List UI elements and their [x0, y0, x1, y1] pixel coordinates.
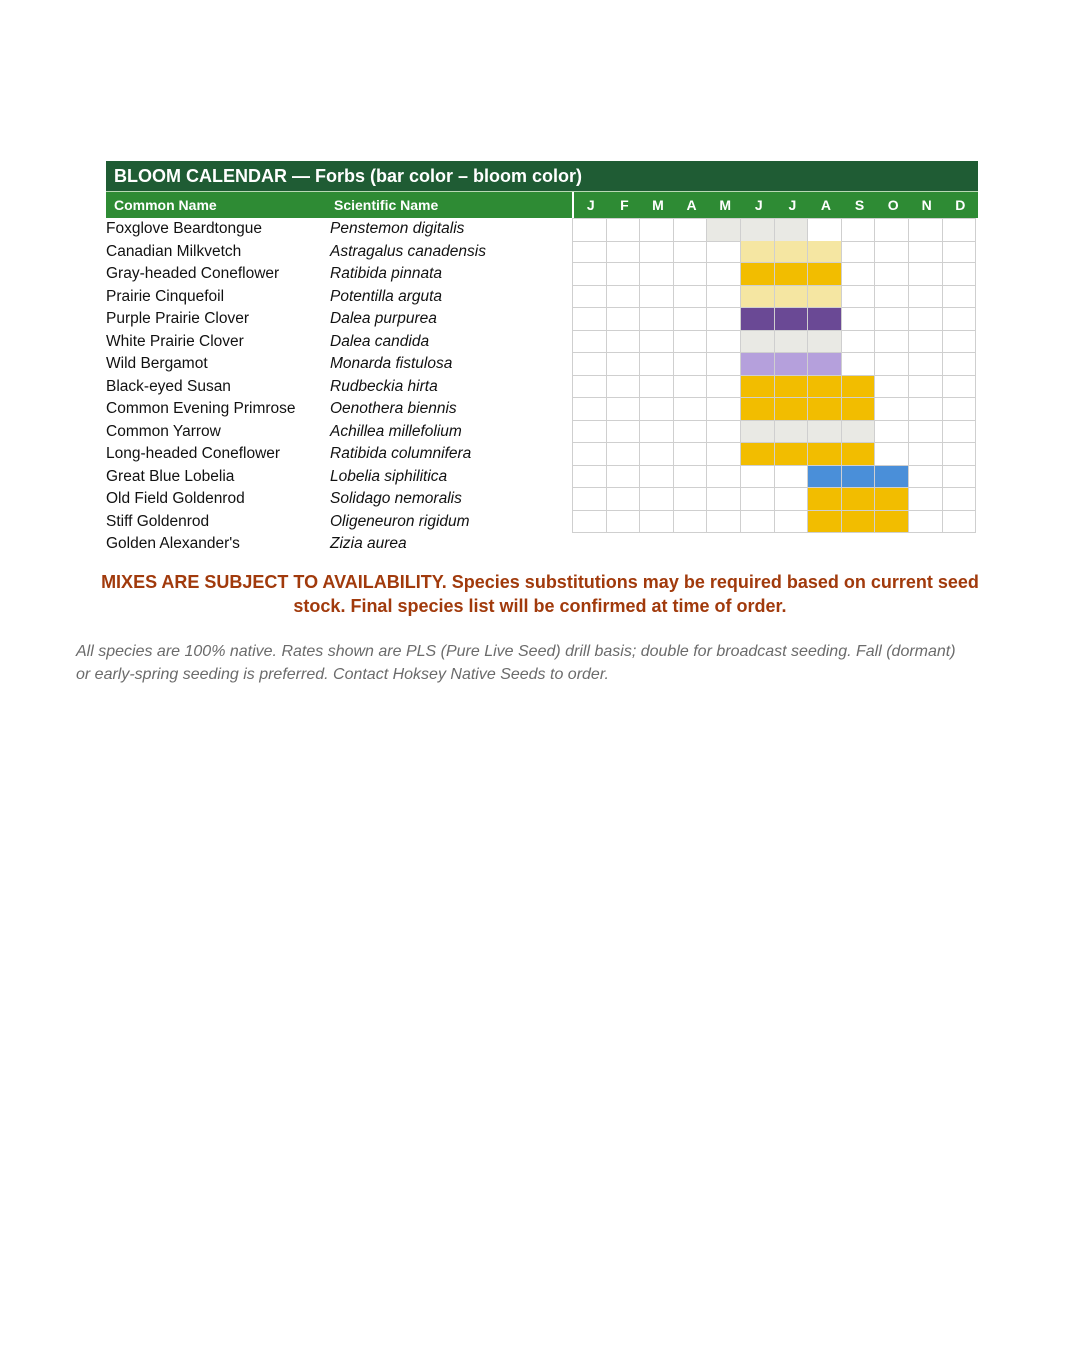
scientific-name: Zizia aurea: [330, 535, 407, 552]
bloom-bar-cell: [741, 353, 775, 376]
grid-cell: [775, 466, 809, 489]
grid-cell: [573, 308, 607, 331]
bloom-bar-cell: [775, 286, 809, 309]
grid-cell: [943, 241, 977, 264]
bloom-bar-cell: [808, 353, 842, 376]
common-name: Common Evening Primrose: [106, 400, 296, 417]
grid-cell: [707, 443, 741, 466]
grid-cell: [607, 488, 641, 511]
grid-cell: [707, 376, 741, 399]
bloom-bar-cell: [775, 376, 809, 399]
grid-cell: [674, 353, 708, 376]
grid-cell: [842, 219, 876, 242]
common-name: Gray-headed Coneflower: [106, 265, 280, 282]
grid-cell: [909, 511, 943, 534]
grid-cell: [573, 421, 607, 444]
grid-cell: [573, 443, 607, 466]
scientific-name: Astragalus canadensis: [330, 242, 486, 260]
grid-cell: [573, 331, 607, 354]
grid-cell: [741, 466, 775, 489]
table-row: [106, 218, 978, 241]
scientific-name: Oligeneuron rigidum: [330, 512, 470, 530]
common-name: Black-eyed Susan: [106, 377, 231, 395]
grid-cell: [674, 398, 708, 421]
bloom-grid: [572, 376, 976, 399]
common-name: White Prairie Clover: [106, 332, 244, 350]
table-row: [106, 443, 978, 466]
grid-cell: [943, 308, 977, 331]
month-header: D: [955, 197, 966, 213]
bloom-bar-cell: [741, 308, 775, 331]
grid-cell: [707, 353, 741, 376]
scientific-name: Ratibida columnifera: [330, 445, 472, 462]
bloom-bar-cell: [875, 511, 909, 534]
bloom-grid: [572, 331, 976, 354]
month-header: F: [620, 197, 629, 213]
grid-cell: [573, 286, 607, 309]
grid-cell: [909, 466, 943, 489]
bloom-bar-cell: [808, 421, 842, 444]
common-name: Stiff Goldenrod: [106, 512, 210, 530]
grid-cell: [674, 376, 708, 399]
grid-cell: [707, 488, 741, 511]
scientific-name: Solidago nemoralis: [330, 490, 462, 507]
grid-cell: [607, 398, 641, 421]
availability-notice: MIXES ARE SUBJECT TO AVAILABILITY. Species substitutions may be required based on current seed stock. Final species list will be confirmed at time of order.: [101, 572, 979, 616]
grid-cell: [674, 219, 708, 242]
grid-cell: [640, 443, 674, 466]
grid-cell: [573, 263, 607, 286]
scientific-name: Rudbeckia hirta: [330, 377, 438, 395]
grid-cell: [909, 421, 943, 444]
grid-cell: [573, 376, 607, 399]
grid-cell: [640, 421, 674, 444]
bloom-bar-cell: [808, 443, 842, 466]
grid-cell: [842, 241, 876, 264]
scientific-name: Potentilla arguta: [330, 287, 443, 305]
grid-cell: [674, 286, 708, 309]
grid-cell: [674, 443, 708, 466]
common-name: Old Field Goldenrod: [106, 490, 245, 507]
bloom-grid: [572, 511, 976, 534]
scientific-name: Oenothera biennis: [330, 400, 457, 417]
grid-cell: [943, 398, 977, 421]
bloom-grid: [572, 286, 976, 309]
grid-cell: [607, 443, 641, 466]
bloom-grid: [572, 218, 976, 242]
bloom-bar-cell: [842, 466, 876, 489]
table-row: [106, 511, 978, 534]
grid-cell: [875, 331, 909, 354]
grid-cell: [707, 308, 741, 331]
grid-cell: [607, 331, 641, 354]
bloom-bar-cell: [775, 263, 809, 286]
grid-cell: [674, 511, 708, 534]
bloom-bar-cell: [808, 263, 842, 286]
bloom-bar-cell: [707, 219, 741, 242]
month-header: J: [754, 197, 763, 213]
grid-cell: [674, 421, 708, 444]
grid-cell: [909, 219, 943, 242]
month-header: M: [652, 197, 664, 213]
scientific-name: Dalea candida: [330, 332, 430, 350]
common-name: Common Yarrow: [106, 422, 221, 440]
grid-cell: [707, 421, 741, 444]
grid-cell: [741, 511, 775, 534]
table-row: [106, 353, 978, 376]
grid-cell: [674, 331, 708, 354]
grid-cell: [607, 263, 641, 286]
grid-cell: [943, 263, 977, 286]
month-header: A: [686, 197, 697, 213]
bloom-bar-cell: [741, 331, 775, 354]
bloom-bar-cell: [842, 511, 876, 534]
grid-cell: [707, 511, 741, 534]
common-name: Purple Prairie Clover: [106, 310, 249, 327]
table-row: [106, 421, 978, 444]
bloom-grid: [572, 241, 976, 264]
grid-cell: [842, 331, 876, 354]
grid-cell: [775, 488, 809, 511]
grid-cell: [640, 308, 674, 331]
bloom-grid: [572, 421, 976, 444]
grid-cell: [640, 376, 674, 399]
grid-cell: [842, 308, 876, 331]
bloom-bar-cell: [741, 286, 775, 309]
grid-cell: [909, 353, 943, 376]
grid-cell: [573, 466, 607, 489]
bloom-bar-cell: [775, 308, 809, 331]
bloom-bar-cell: [775, 443, 809, 466]
bloom-bar-cell: [808, 488, 842, 511]
scientific-name: Achillea millefolium: [330, 422, 462, 440]
bloom-bar-cell: [842, 398, 876, 421]
calendar-title: BLOOM CALENDAR — Forbs (bar color – bloom color): [106, 161, 978, 191]
table-row: [106, 533, 978, 556]
bloom-grid: [572, 353, 976, 376]
grid-cell: [640, 488, 674, 511]
table-row: [106, 263, 978, 286]
grid-cell: [674, 263, 708, 286]
grid-cell: [842, 286, 876, 309]
grid-cell: [741, 488, 775, 511]
month-headers: [572, 192, 977, 218]
bloom-bar-cell: [842, 443, 876, 466]
grid-cell: [943, 286, 977, 309]
bloom-bar-cell: [842, 421, 876, 444]
grid-cell: [909, 331, 943, 354]
bloom-bar-cell: [808, 398, 842, 421]
grid-cell: [943, 488, 977, 511]
grid-cell: [640, 219, 674, 242]
common-name: Canadian Milkvetch: [106, 242, 242, 260]
grid-cell: [640, 263, 674, 286]
grid-cell: [674, 488, 708, 511]
grid-cell: [640, 398, 674, 421]
grid-cell: [943, 376, 977, 399]
grid-cell: [607, 241, 641, 264]
bloom-bar-cell: [741, 376, 775, 399]
grid-cell: [875, 263, 909, 286]
grid-cell: [875, 376, 909, 399]
grid-cell: [875, 219, 909, 242]
scientific-name: Lobelia siphilitica: [330, 467, 448, 485]
grid-cell: [674, 308, 708, 331]
grid-cell: [909, 286, 943, 309]
common-name: Wild Bergamot: [106, 355, 208, 372]
grid-cell: [607, 308, 641, 331]
bloom-bar-cell: [741, 443, 775, 466]
bloom-bar-cell: [741, 219, 775, 242]
bloom-calendar-table: [106, 161, 978, 556]
grid-cell: [875, 241, 909, 264]
grid-cell: [909, 263, 943, 286]
grid-cell: [909, 398, 943, 421]
bloom-bar-cell: [775, 331, 809, 354]
grid-cell: [909, 488, 943, 511]
scientific-name: Dalea purpurea: [330, 310, 437, 327]
grid-cell: [573, 219, 607, 242]
month-header: N: [921, 197, 932, 213]
footnote: All species are 100% native. Rates shown are PLS (Pure Live Seed) drill basis; double for broadcast seeding. Fall (dormant) or early-spring seeding is preferred. Contact Hoksey Native Seeds to order.: [76, 643, 956, 683]
bloom-grid: [572, 398, 976, 421]
grid-cell: [607, 376, 641, 399]
bloom-grid: [572, 263, 976, 286]
table-row: [106, 466, 978, 489]
bloom-bar-cell: [775, 421, 809, 444]
grid-cell: [842, 353, 876, 376]
common-name: Golden Alexander's: [106, 535, 240, 552]
table-row: [106, 308, 978, 331]
grid-cell: [573, 241, 607, 264]
common-name-header: Common Name: [114, 197, 217, 213]
bloom-grid: [572, 443, 976, 466]
bloom-grid: [572, 308, 976, 331]
month-header: J: [788, 197, 797, 213]
scientific-name: Ratibida pinnata: [330, 265, 443, 282]
grid-cell: [875, 353, 909, 376]
bloom-bar-cell: [808, 241, 842, 264]
grid-cell: [607, 421, 641, 444]
bloom-bar-cell: [808, 376, 842, 399]
grid-cell: [573, 488, 607, 511]
grid-cell: [909, 308, 943, 331]
grid-cell: [707, 286, 741, 309]
common-name: Prairie Cinquefoil: [106, 287, 225, 305]
grid-cell: [707, 466, 741, 489]
grid-cell: [607, 466, 641, 489]
bloom-grid: [572, 466, 976, 489]
calendar-header-row: [106, 191, 978, 218]
grid-cell: [875, 308, 909, 331]
bloom-bar-cell: [808, 331, 842, 354]
grid-cell: [875, 398, 909, 421]
grid-cell: [640, 511, 674, 534]
month-header: S: [854, 197, 865, 213]
grid-cell: [640, 353, 674, 376]
bloom-bar-cell: [775, 219, 809, 242]
grid-cell: [943, 443, 977, 466]
grid-cell: [875, 286, 909, 309]
bloom-bar-cell: [741, 241, 775, 264]
grid-cell: [607, 286, 641, 309]
species-rows: [106, 218, 978, 556]
table-row: [106, 376, 978, 399]
bloom-bar-cell: [741, 263, 775, 286]
grid-cell: [875, 421, 909, 444]
table-row: [106, 241, 978, 264]
grid-cell: [640, 286, 674, 309]
month-header: A: [820, 197, 832, 213]
bloom-bar-cell: [808, 308, 842, 331]
grid-cell: [640, 241, 674, 264]
grid-cell: [707, 398, 741, 421]
bloom-bar-cell: [808, 466, 842, 489]
month-header: M: [719, 197, 731, 213]
grid-cell: [842, 263, 876, 286]
grid-cell: [640, 331, 674, 354]
bloom-bar-cell: [875, 466, 909, 489]
bloom-bar-cell: [741, 398, 775, 421]
grid-cell: [707, 331, 741, 354]
table-row: [106, 398, 978, 421]
bloom-bar-cell: [808, 511, 842, 534]
month-header: O: [887, 197, 899, 213]
common-name: Long-headed Coneflower: [106, 445, 281, 462]
grid-cell: [943, 511, 977, 534]
table-row: [106, 331, 978, 354]
grid-cell: [573, 398, 607, 421]
common-name: Great Blue Lobelia: [106, 467, 235, 485]
grid-cell: [943, 353, 977, 376]
grid-cell: [707, 263, 741, 286]
grid-cell: [607, 219, 641, 242]
grid-cell: [674, 466, 708, 489]
bloom-bar-cell: [842, 488, 876, 511]
grid-cell: [674, 241, 708, 264]
grid-cell: [909, 376, 943, 399]
grid-cell: [943, 331, 977, 354]
bloom-bar-cell: [741, 421, 775, 444]
grid-cell: [808, 219, 842, 242]
grid-cell: [909, 241, 943, 264]
grid-cell: [607, 353, 641, 376]
scientific-name: Monarda fistulosa: [330, 355, 453, 372]
bloom-bar-cell: [875, 488, 909, 511]
bloom-bar-cell: [775, 398, 809, 421]
grid-cell: [573, 511, 607, 534]
common-name: Foxglove Beardtongue: [106, 220, 262, 237]
grid-cell: [909, 443, 943, 466]
grid-cell: [943, 421, 977, 444]
bloom-bar-cell: [775, 353, 809, 376]
bloom-bar-cell: [808, 286, 842, 309]
grid-cell: [875, 443, 909, 466]
grid-cell: [640, 466, 674, 489]
bloom-grid: [572, 488, 976, 511]
grid-cell: [943, 466, 977, 489]
scientific-name: Penstemon digitalis: [330, 220, 465, 237]
grid-cell: [573, 353, 607, 376]
grid-cell: [775, 511, 809, 534]
grid-cell: [943, 219, 977, 242]
bloom-bar-cell: [842, 376, 876, 399]
scientific-name-header: Scientific Name: [334, 197, 439, 213]
bloom-bar-cell: [775, 241, 809, 264]
grid-cell: [607, 511, 641, 534]
grid-cell: [707, 241, 741, 264]
table-row: [106, 286, 978, 309]
table-row: [106, 488, 978, 511]
month-header: J: [586, 197, 595, 213]
